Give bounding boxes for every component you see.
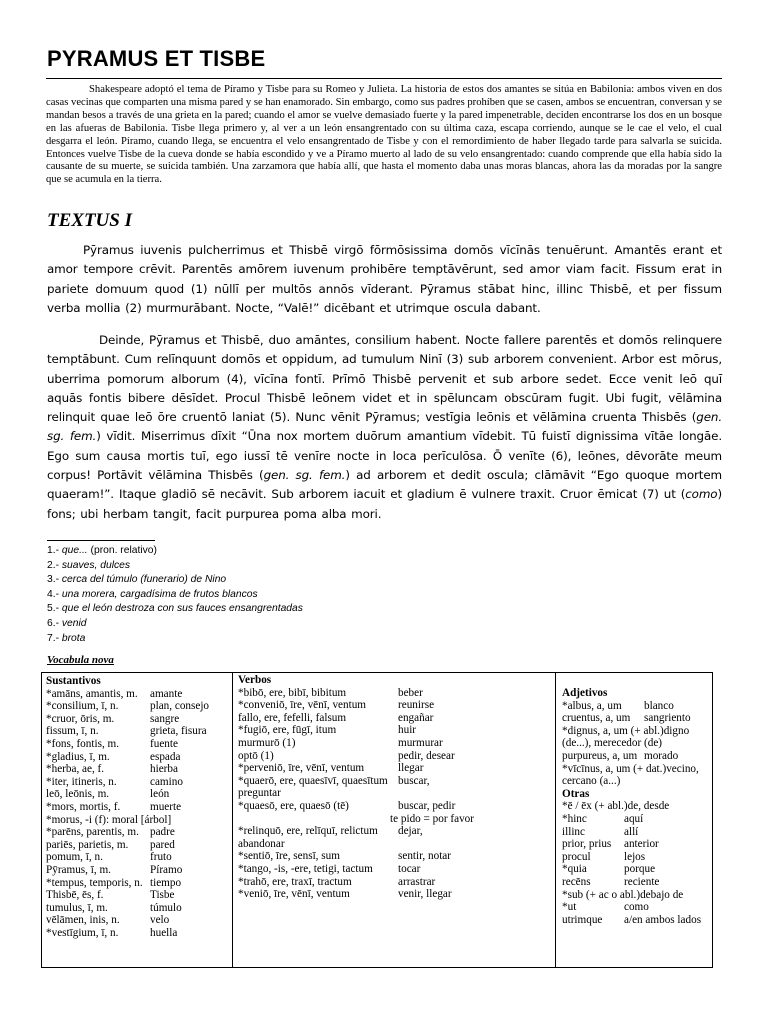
vocab-spanish: plan, consejo (150, 700, 210, 713)
vocab-spanish: de, desde (627, 800, 670, 813)
otras-vocab-row (562, 889, 712, 902)
vocab-spanish: allí (624, 825, 639, 838)
sustantivos-vocab-row (46, 776, 232, 789)
sustantivos-vocab-row (46, 763, 232, 776)
otras-vocab-row (562, 826, 712, 839)
vocab-spanish: llegar (398, 762, 424, 775)
adjetivos-heading: Adjetivos (562, 687, 608, 699)
footnote-item (47, 602, 303, 617)
otras-vocab-row (562, 901, 712, 914)
vocab-spanish: digno (663, 724, 690, 737)
footnote-number: 1.- (47, 545, 60, 556)
gloss-gen-sg-fem-1: gen. sg. fem. (47, 410, 722, 444)
verbos-vocab-row (238, 687, 555, 700)
footnote-item (47, 617, 303, 632)
footnote-item (47, 544, 303, 559)
vocab-spanish: debajo de (640, 888, 684, 901)
footnote-extra: (pron. relativo) (90, 545, 157, 556)
vocab-latin: *relinquō, ere, relīquī, relictum (238, 825, 378, 838)
sustantivos-vocab-row (46, 877, 232, 890)
sustantivos-vocab-row (46, 864, 232, 877)
vocab-latin (238, 813, 390, 826)
vocab-spanish: hierba (150, 763, 178, 776)
vocab-latin: pomum, ī, n. (46, 851, 103, 864)
footnote-divider (47, 540, 155, 541)
vocab-latin: *fons, fontis, m. (46, 737, 120, 750)
vocab-spanish: blanco (644, 699, 674, 712)
verbos-vocab-row (238, 813, 555, 826)
sustantivos-vocab-row (46, 927, 232, 940)
adjetivos-otras-column (555, 673, 712, 967)
sustantivos-vocab-row (46, 725, 232, 738)
verbos-vocab-row (238, 712, 555, 725)
vocab-latin: *parēns, parentis, m. (46, 826, 139, 839)
vocab-latin: *consilium, ī, n. (46, 700, 119, 713)
otras-vocab-row (562, 914, 712, 927)
vocab-spanish: reunirse (398, 699, 435, 712)
vocab-latin: recēns (562, 875, 591, 888)
vocab-latin: *iter, itineris, n. (46, 775, 117, 788)
vocab-latin: (de...), merecedor (de) (562, 737, 663, 750)
vocab-latin: *veniō, īre, vēnī, ventum (238, 888, 350, 901)
vocab-spanish: anterior (624, 838, 659, 851)
vocab-latin: prior, prius (562, 838, 612, 851)
vocab-spanish: como (624, 901, 649, 914)
vocab-latin: *tempus, temporis, n. (46, 876, 143, 889)
vocab-spanish: grieta, fisura (150, 725, 207, 738)
footnote-text: venid (61, 617, 87, 629)
vocab-spanish: muerte (150, 800, 182, 813)
verbos-vocab-row (238, 750, 555, 763)
verbos-vocab-row (238, 838, 555, 851)
verbos-vocab-row (238, 800, 555, 813)
vocab-spanish: beber (398, 686, 423, 699)
vocab-latin: *sub (+ ac o abl.) (562, 888, 641, 901)
vocab-latin: Pȳramus, ī, m. (46, 863, 111, 876)
vocab-latin: *mors, mortis, f. (46, 800, 121, 813)
vocab-latin: leō, leōnis, m. (46, 788, 110, 801)
vocab-spanish: engañar (398, 711, 434, 724)
vocab-spanish: venir, llegar (398, 888, 452, 901)
footnote-text: brota (61, 632, 86, 644)
sustantivos-vocab-row (46, 738, 232, 751)
footnote-item (47, 559, 303, 574)
vocab-latin: cercano (a...) (562, 775, 621, 788)
sustantivos-vocab-row (46, 914, 232, 927)
vocab-latin: *quia (562, 863, 587, 876)
sustantivos-vocab-row (46, 814, 232, 827)
vocab-spanish: aquí (624, 812, 644, 825)
vocab-spanish: fruto (150, 851, 172, 864)
sustantivos-vocab-row (46, 826, 232, 839)
footnote-number: 7.- (47, 632, 60, 644)
vocab-spanish: velo (150, 914, 170, 927)
verbos-vocab-row (238, 850, 555, 863)
otras-vocab-row (562, 800, 712, 813)
vocab-latin: *tango, -is, -ere, tetigi, tactum (238, 862, 373, 875)
vocab-spanish: morado (644, 749, 679, 762)
page-title: PYRAMUS ET TISBE (47, 46, 266, 71)
paragraph-2-part-3: ) ad arborem et dedit oscula; clāmāvit “Ego quoque mortem quaeram!”. Itaque gladiō sē necāvit. Sub arborem iacuit et gladium ē vulnere traxit. Cruor ēmicat (7) ut ( (47, 468, 722, 502)
vocab-latin: *morus, -i (f): moral [árbol] (46, 813, 172, 826)
vocab-spanish: te pido = por favor (390, 812, 474, 825)
latin-paragraph-2 (47, 331, 722, 524)
vocab-latin: preguntar (238, 787, 281, 800)
vocab-latin: *vīcīnus, a, um (+ dat.) (562, 762, 667, 775)
otras-vocab-row (562, 851, 712, 864)
vocab-spanish: sangre (150, 712, 180, 725)
footnote-text: que el león destroza con sus fauces ensangrentadas (61, 603, 303, 615)
vocab-latin: *vestīgium, ī, n. (46, 926, 119, 939)
vocab-latin: *albus, a, um (562, 699, 622, 712)
otras-vocab-row (562, 876, 712, 889)
verbos-vocab-row (238, 775, 555, 788)
vocab-spanish: amante (150, 687, 183, 700)
latin-paragraph-1: Pȳramus iuvenis pulcherrimus et Thisbē virgō fōrmōsissima domōs vīcīnās tenuērunt. Amantēs erant et amor tempore crēvit. Parentēs amōrem iuvenum prohibēre temptāvērunt, sed amor viam facit. Fissum erat in pariete domuum quod (1) nūllī per multōs annōs vīderant. Pȳramus stābat hinc, illinc Thisbē, et per fissum verba mollia (2) murmurābant. Nocte, “Valē!” dicēbant et utrimque oscula dabant. (47, 243, 722, 315)
vocab-latin: *ut (562, 901, 577, 914)
footnote-text: suaves, dulces (61, 559, 131, 571)
sustantivos-vocab-row (46, 688, 232, 701)
paragraph-2-part-2: ) vīdit. Miserrimus dīxit “Ūna nox mortem duōrum amantium vīdebit. Tū fuistī dignissima vītāe longāe. Ego sum causa mortis tuī, ego iussī tē venīre nocte in loca perīculōsa. Ō venīte (6), leōnes, dēvorāte meum corpus! Portāvit vēlāmina Thisbēs ( (47, 429, 722, 483)
vocab-spanish: camino (150, 775, 183, 788)
vocab-spanish: tiempo (150, 876, 182, 889)
vocab-spanish: pared (150, 838, 175, 851)
vocab-spanish: león (150, 788, 170, 801)
vocab-spanish: a/en ambos lados (624, 913, 702, 926)
sustantivos-vocab-row (46, 839, 232, 852)
verbos-column (232, 673, 555, 967)
vocab-latin: fallo, ere, fefelli, falsum (238, 711, 347, 724)
verbos-vocab-row (238, 888, 555, 901)
adjetivos-vocab-row (562, 763, 712, 776)
vocab-spanish: sentir, notar (398, 850, 451, 863)
vocab-spanish: arrastrar (398, 875, 436, 888)
adjetivos-vocab-row (562, 725, 712, 738)
vocabulary-table (41, 672, 713, 968)
vocab-latin: *fugiō, ere, fūgī, itum (238, 724, 337, 737)
sustantivos-vocab-row (46, 751, 232, 764)
sustantivos-vocab-row (46, 700, 232, 713)
verbos-vocab-row (238, 825, 555, 838)
otras-vocab-row (562, 863, 712, 876)
sustantivos-vocab-row (46, 851, 232, 864)
footnote-item (47, 588, 303, 603)
vocab-latin: *cruor, ōris, m. (46, 712, 115, 725)
vocab-spanish: porque (624, 863, 656, 876)
adjetivos-vocab-row (562, 737, 712, 750)
vocab-latin: utrimque (562, 913, 603, 926)
title-divider (46, 78, 722, 79)
vocab-heading: Vocabula nova (47, 654, 114, 666)
verbos-vocab-row (238, 724, 555, 737)
vocab-spanish: túmulo (150, 901, 182, 914)
vocab-spanish: reciente (624, 875, 660, 888)
vocab-latin: *sentiō, īre, sensī, sum (238, 850, 340, 863)
vocab-latin: tumulus, ī, m. (46, 901, 108, 914)
vocab-spanish: fuente (150, 737, 178, 750)
sustantivos-vocab-row (46, 788, 232, 801)
vocab-latin: fissum, ī, n. (46, 725, 99, 738)
footnote-text: una morera, cargadísima de frutos blancos (61, 588, 258, 600)
adjetivos-vocab-row (562, 750, 712, 763)
footnote-number: 3.- (47, 574, 60, 586)
vocab-latin: *trahō, ere, traxī, tractum (238, 875, 352, 888)
footnote-text: que... (61, 545, 88, 556)
vocab-latin: Thisbē, ēs, f. (46, 889, 104, 902)
gloss-gen-sg-fem-2: gen. sg. fem. (263, 468, 346, 483)
sustantivos-vocab-row (46, 889, 232, 902)
vocab-latin: *ē / ēx (+ abl.) (562, 800, 628, 813)
vocab-latin: *bibō, ere, bibī, bibitum (238, 686, 347, 699)
vocab-spanish: huir (398, 724, 417, 737)
vocab-latin: *perveniō, īre, vēnī, ventum (238, 762, 365, 775)
vocab-latin: abandonar (238, 837, 285, 850)
vocab-latin: *conveniō, īre, vēnī, ventum (238, 699, 367, 712)
vocab-spanish: buscar, pedir (398, 799, 456, 812)
verbos-vocab-row (238, 787, 555, 800)
vocab-latin: *herba, ae, f. (46, 763, 105, 776)
vocab-latin: murmurō (1) (238, 736, 296, 749)
vocab-latin: *gladius, ī, m. (46, 750, 110, 763)
footnote-text: cerca del túmulo (funerario) de Nino (61, 574, 227, 586)
vocab-latin: pariēs, parietis, m. (46, 838, 129, 851)
vocab-latin: illinc (562, 825, 585, 838)
vocab-spanish: vecino, (666, 762, 699, 775)
footnote-number: 5.- (47, 603, 60, 615)
gloss-como: como (685, 487, 718, 502)
footnote-number: 4.- (47, 588, 60, 600)
vocab-spanish: Píramo (150, 863, 183, 876)
footnote-number: 6.- (47, 617, 60, 629)
adjetivos-vocab-row (562, 775, 712, 788)
vocab-spanish: espada (150, 750, 181, 763)
vocab-spanish: sangriento (644, 712, 691, 725)
vocab-spanish: Tisbe (150, 889, 175, 902)
vocab-latin: purpureus, a, um (562, 749, 638, 762)
sustantivos-vocab-row (46, 902, 232, 915)
footnote-number: 2.- (47, 559, 60, 571)
sustantivos-column (42, 673, 232, 967)
textus-heading: TEXTUS I (47, 210, 132, 231)
verbos-vocab-row (238, 737, 555, 750)
footnote-item (47, 632, 303, 647)
paragraph-2-part-4: ) fons; ubi herbam tangit, facit purpurea poma alba mori. (47, 487, 722, 521)
paragraph-2-part-1: Deinde, Pȳramus et Thisbē, duo amāntes, consilium habent. Nocte fallere parentēs et domōs relinquere temptābunt. Cum relīnquunt domōs et oppidum, ad tumulum Ninī (3) sub arborem convenient. Arbor est mōrus, uberrima pomorum alborum (4), vīcīna fontī. Prīmō Thisbē pervenit et sub arbore sedet. Ecce venit leō quī aquās fontis bibere dēsīdet. Procul Thisbē leōnem videt et in spēluncam obscūram fugit. Ubi fugit, vēlāmina relinquit quae leō ōre cruentō laniat (5). Nunc vēnit Pȳramus; vestīgia leōnis et vēlāmina cruenta Thisbēs ( (47, 333, 722, 425)
vocab-latin: cruentus, a, um (562, 712, 631, 725)
vocab-spanish: murmurar (398, 736, 443, 749)
vocab-spanish: pedir, desear (398, 749, 455, 762)
vocab-latin: procul (562, 850, 591, 863)
vocab-latin: *dignus, a, um (+ abl.) (562, 724, 664, 737)
vocab-spanish: lejos (624, 850, 646, 863)
intro-paragraph: Shakespeare adoptó el tema de Píramo y Tisbe para su Romeo y Julieta. La historia de estos dos amantes se sitúa en Babilonia: ambos viven en dos casas vecinas que comparten una misma pared y se han enamorado. Sin embargo, como sus padres prohíben que se casen, ambos se encuentran, conversan y se mandan besos a través de una grieta en la pared; cuando el amor se vuelve demasiado fuerte y la pared impenetrable, deciden encontrarse los dos en un bosque en las afueras de Babilonia. Tisbe llega primero y, al ver a un león ensangrentado con su última caza, escapa corriendo, aunque se le cae el velo, el cual desgarra el león. Píramo, cuando llega, se encuentra el velo ensangrentado de Tisbe y con el remordimiento de haber llegado tarde para salvarla se suicida. Entonces vuelve Tisbe de la cueva donde se había escondido y ve a Píramo muerto al lado de su velo ensangrentado: cuando comprende que ella había sido la causante de su muerte, se suicida también. Una zarzamora que había allí, que hasta el momento daba unas moras blancas, ahora las da moradas por la sangre que se acumula en la tierra. (46, 84, 722, 186)
vocab-latin: *amāns, amantis, m. (46, 687, 138, 700)
vocab-spanish: tocar (398, 862, 421, 875)
adjetivos-vocab-row (562, 700, 712, 713)
verbos-vocab-row (238, 863, 555, 876)
otras-vocab-row (562, 838, 712, 851)
vocab-spanish: padre (150, 826, 175, 839)
vocab-latin: vēlāmen, inis, n. (46, 914, 120, 927)
otras-heading: Otras (562, 787, 590, 800)
sustantivos-vocab-row (46, 713, 232, 726)
vocab-latin: *hinc (562, 812, 587, 825)
vocab-latin: optō (1) (238, 749, 274, 762)
verbos-vocab-row (238, 876, 555, 889)
verbos-vocab-row (238, 699, 555, 712)
otras-vocab-row (562, 813, 712, 826)
sustantivos-vocab-row (46, 801, 232, 814)
vocab-latin: *quaerō, ere, quaesīvī, quaesītum (238, 774, 388, 787)
vocab-spanish: buscar, (398, 774, 430, 787)
vocab-spanish: huella (150, 926, 178, 939)
vocab-latin: *quaesō, ere, quaesō (tē) (238, 799, 349, 812)
sustantivos-heading: Sustantivos (46, 675, 101, 687)
verbos-vocab-row (238, 762, 555, 775)
vocab-spanish: dejar, (398, 825, 423, 838)
verbos-heading: Verbos (238, 674, 272, 686)
adjetivos-vocab-row (562, 712, 712, 725)
footnote-list (47, 544, 303, 646)
footnote-item (47, 573, 303, 588)
